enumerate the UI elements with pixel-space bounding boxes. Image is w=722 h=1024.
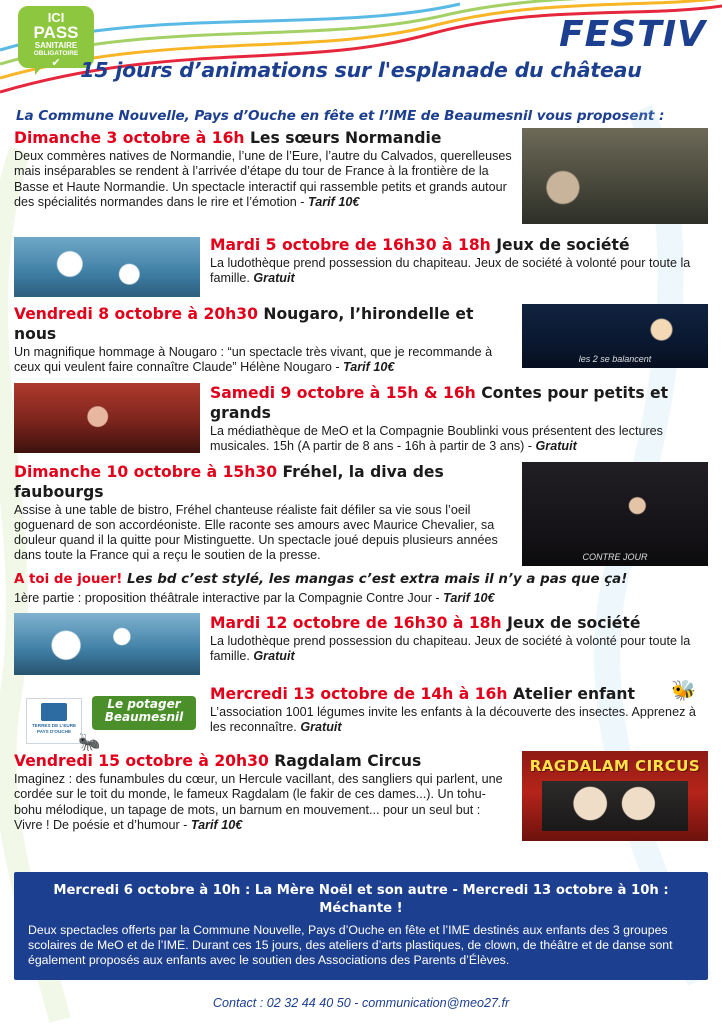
photo-soeurs-normandie: [522, 128, 708, 224]
footer-date-2: Mercredi 13 octobre à 10h :: [462, 883, 669, 898]
event-item: [14, 383, 708, 455]
photo-caption: les 2 se balancent: [578, 354, 652, 364]
event-date: Vendredi 15 octobre à 20h30: [14, 752, 269, 771]
event-date: Vendredi 8 octobre à 20h30: [14, 305, 258, 323]
badge-line-sanitaire: SANITAIRE: [34, 41, 78, 50]
event-item: [14, 680, 708, 753]
poster-header: [0, 0, 722, 96]
event-name: Nougaro, l’hirondelle et nous: [14, 305, 474, 343]
event-item: [14, 462, 708, 606]
event-item: [14, 613, 708, 677]
event-date: Mardi 5 octobre de 16h30 à 18h: [210, 236, 491, 254]
festiv-logo: FESTIV: [559, 14, 706, 55]
event-item: [14, 128, 708, 228]
intro-text: La Commune Nouvelle, Pays d’Ouche en fête et l’IME de Beaumesnil vous proposent :: [16, 108, 665, 124]
event-price: Gratuit: [535, 438, 577, 453]
footer-show-1: La Mère Noël et son autre: [254, 883, 448, 898]
footer-schools-line: [28, 882, 694, 918]
ant-icon: 🐜: [78, 732, 101, 753]
subevent-description: 1ère partie : proposition théâtrale interactive par la Compagnie Contre Jour -: [14, 590, 444, 605]
event-name: Contes pour petits et grands: [210, 383, 669, 422]
logo-potager-beaumesnil: Le potager Beaumesnil: [92, 696, 196, 730]
event-price: Gratuit: [253, 271, 295, 286]
footer-separator: -: [447, 883, 463, 898]
event-name: Jeux de société: [507, 614, 641, 633]
event-description: Deux commères natives de Normandie, l’une de l’Eure, l’autre du Calvados, querelleuses mais inséparables se rendent à l’arrivée d’étape du tour de France à la frontière de la Basse et Haute Normandie. Un spectacle interactif qui rassemble petits et grands autour des spécialités normandes dans le rire et l’émotion -: [14, 149, 512, 209]
event-description: La ludothèque prend possession du chapiteau. Jeux de société à volonté pour toute la famille.: [210, 256, 691, 286]
footer-show-2: Méchante !: [319, 901, 403, 916]
photo-frehel-contre-jour: [522, 462, 708, 566]
event-date: Samedi 9 octobre à 15h & 16h: [210, 383, 476, 402]
event-description: L’association 1001 légumes invite les enfants à la découverte des insectes. Apprenez à les reconnaître.: [210, 705, 696, 735]
badge-line-pass: PASS: [33, 23, 79, 42]
event-item: [14, 751, 708, 843]
footer-info-box: [14, 872, 708, 980]
event-price: Gratuit: [253, 649, 295, 664]
photo-jeux-de-societe-des: [14, 237, 200, 297]
event-description: Un magnifique hommage à Nougaro : “un spectacle très vivant, que je recommande à ceux qui veulent faire connaître Claude” Hélène Nougaro -: [14, 345, 493, 375]
events-list: [0, 128, 722, 843]
event-description: La médiathèque de MeO et la Compagnie Boublinki vous présentent des lectures musicales. 15h (A partir de 8 ans - 16h à partir de 3 ans) -: [210, 423, 663, 453]
photo-ragdalam-circus: [522, 751, 708, 841]
poster-subtitle: 15 jours d’animations sur l'esplanade du château: [80, 58, 642, 82]
logo-terres-label: TERRES DE L'EURE PAYS D'OUCHE: [31, 723, 77, 735]
event-item: [14, 235, 708, 297]
event-name: Les sœurs Normandie: [249, 129, 442, 147]
event-date: Mercredi 13 octobre de 14h à 16h: [210, 685, 508, 704]
event-description: Imaginez : des funambules du cœur, un Hercule vacillant, des sangliers qui parlent, une cordée sur le toit du monde, le fameux Ragdalam (le fakir de ces dames...). Un tohu-bohu mélodique, un tapage de mots, un barnum en mouvement... pour un seul but : Vivre ! De poésie et d’humour -: [14, 772, 503, 832]
event-item: [14, 304, 708, 376]
event-date: Dimanche 10 octobre à 15h30: [14, 462, 278, 481]
check-icon: ✔: [51, 57, 61, 69]
event-name: Jeux de société: [496, 236, 630, 254]
contact-line: Contact : 02 32 44 40 50 - communication@meo27.fr: [212, 996, 510, 1010]
event-name: Fréhel, la diva des faubourgs: [14, 462, 444, 501]
event-date: Dimanche 3 octobre à 16h: [14, 129, 245, 147]
subevent-price: Tarif 10€: [443, 590, 495, 605]
photo-caption: CONTRE JOUR: [582, 551, 648, 562]
event-price: Gratuit: [300, 720, 342, 735]
photo-contes-conteuse: [14, 383, 200, 453]
photo-jeux-de-societe-des-2: [14, 613, 200, 675]
subevent-title-red: A toi de jouer!: [14, 571, 123, 587]
event-date: Mardi 12 octobre de 16h30 à 18h: [210, 614, 502, 633]
logo-mark: [41, 703, 67, 721]
event-price: Tarif 10€: [190, 817, 243, 832]
photo-les-2-se-balancent: [522, 304, 708, 368]
subevent-title: Les bd c’est stylé, les mangas c’est extra mais il n’y a pas que ça!: [122, 571, 628, 587]
logo-terres-de-leure: [26, 698, 82, 744]
event-description: Assise à une table de bistro, Fréhel chanteuse réaliste fait défiler sa vie sous l’oeil goguenard de son accordéoniste. Elle raconte ses amours avec Maurice Chevalier, sa douleur quand il la quitte pour Mistinguette. Un spectacle joué depuis plusieurs années dans toute la France qui a reçu le soutien de la presse.: [14, 502, 498, 563]
badge-line-obligatoire: OBLIGATOIRE: [33, 50, 79, 57]
footer-date-1: Mercredi 6 octobre à 10h :: [53, 883, 255, 898]
footer-description: Deux spectacles offerts par la Commune Nouvelle, Pays d’Ouche en fête et l’IME destinés aux enfants des 3 groupes scolaires de MeO et de l’IME. Durant ces 15 jours, des ateliers d’arts plastiques, de clown, de théâtre et de danse sont également proposés aux enfants avec le soutien des Associations des Parents d’Élèves.: [28, 923, 673, 967]
logos-partenaires: [14, 688, 210, 753]
event-description: La ludothèque prend possession du chapiteau. Jeux de société à volonté pour toute la famille.: [210, 634, 691, 664]
event-name: Ragdalam Circus: [274, 752, 422, 771]
event-price: Tarif 10€: [308, 194, 360, 209]
badge-line-ici: ICI: [47, 10, 65, 25]
bee-icon: 🐝: [671, 680, 696, 703]
event-name: Atelier enfant: [512, 685, 635, 704]
event-price: Tarif 10€: [343, 360, 395, 375]
photo-caption: RAGDALAM CIRCUS: [529, 757, 701, 776]
photo-subject: [542, 781, 688, 831]
